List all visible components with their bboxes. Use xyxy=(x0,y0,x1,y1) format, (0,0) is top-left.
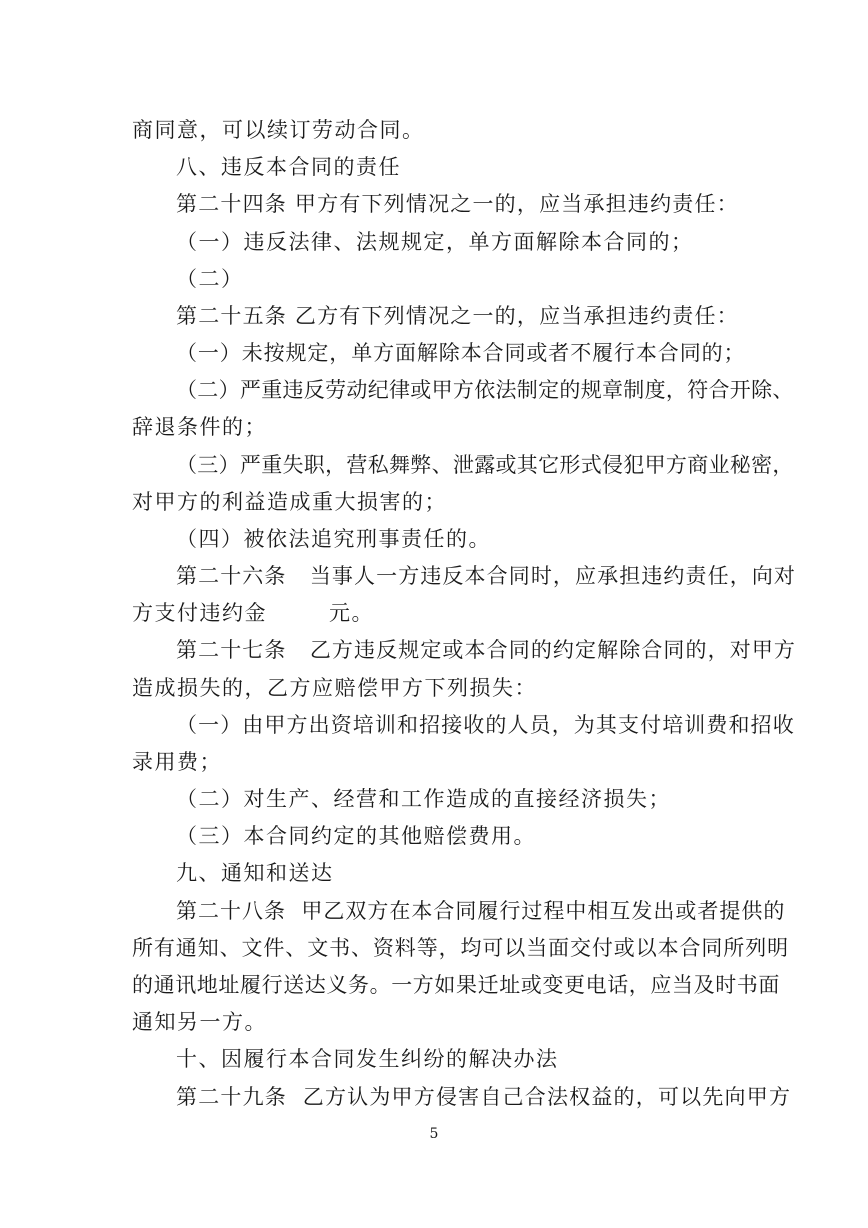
text-line: （二）对生产、经营和工作造成的直接经济损失； xyxy=(176,787,671,811)
article-25: 第二十五条 乙方有下列情况之一的，应当承担违约责任： xyxy=(176,304,739,328)
article-28: 第二十八条 甲乙双方在本合同履行过程中相互发出或者提供的 xyxy=(176,899,786,923)
text-line: 造成损失的，乙方应赔偿甲方下列损失： xyxy=(132,676,537,700)
text-line: （三）严重失职，营私舞弊、泄露或其它形式侵犯甲方商业秘密， xyxy=(176,453,794,477)
text-segment: 元。 xyxy=(329,601,374,625)
article-29: 第二十九条 乙方认为甲方侵害自己合法权益的，可以先向甲方 xyxy=(176,1085,792,1109)
text-line: 通知另一方。 xyxy=(132,1010,267,1034)
text-line xyxy=(132,593,374,633)
text-line: （一）未按规定，单方面解除本合同或者不履行本合同的； xyxy=(176,341,746,365)
text-line: （二）严重违反劳动纪律或甲方依法制定的规章制度，符合开除、 xyxy=(176,378,794,402)
section-heading: 十、因履行本合同发生纠纷的解决办法 xyxy=(176,1047,559,1071)
article-24: 第二十四条 甲方有下列情况之一的，应当承担违约责任： xyxy=(176,192,739,216)
page-number: 5 xyxy=(429,1126,439,1142)
text-line: （三）本合同约定的其他赔偿费用。 xyxy=(176,824,536,848)
text-line: （二） xyxy=(176,267,244,291)
text-segment: 方支付违约金 xyxy=(132,601,267,625)
text-line: 所有通知、文件、文书、资料等，均可以当面交付或以本合同所列明 xyxy=(132,936,789,960)
text-line: 对甲方的利益造成重大损害的； xyxy=(132,490,447,514)
text-line: （四）被依法追究刑事责任的。 xyxy=(176,527,491,551)
section-heading: 九、通知和送达 xyxy=(176,861,334,885)
text-line: （一）违反法律、法规规定，单方面解除本合同的； xyxy=(176,230,694,254)
text-line: （一）由甲方出资培训和招接收的人员，为其支付培训费和招收 xyxy=(176,713,795,737)
text-line: 录用费； xyxy=(132,750,222,774)
article-26: 第二十六条 当事人一方违反本合同时，应承担违约责任，向对 xyxy=(176,564,797,588)
text-line: 商同意，可以续订劳动合同。 xyxy=(132,118,425,142)
text-line: 辞退条件的； xyxy=(132,415,267,439)
section-heading: 八、违反本合同的责任 xyxy=(176,155,401,179)
article-27: 第二十七条 乙方违反规定或本合同的约定解除合同的，对甲方 xyxy=(176,638,797,662)
text-line: 的通讯地址履行送达义务。一方如果迁址或变更电话，应当及时书面 xyxy=(132,973,780,997)
